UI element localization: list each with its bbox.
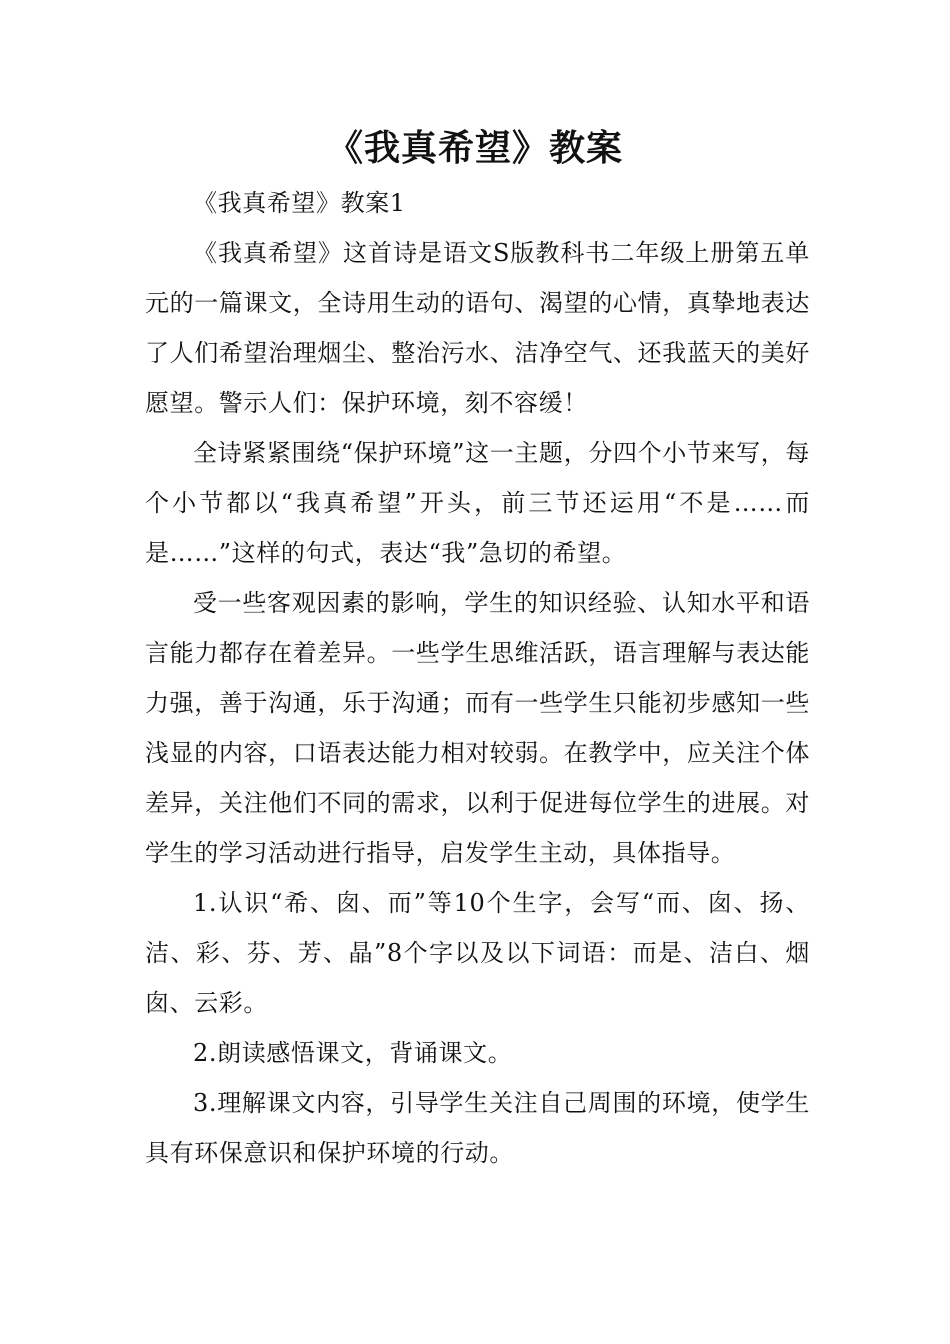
- objective-item-3: 3.理解课文内容，引导学生关注自己周围的环境，使学生具有环保意识和保护环境的行动。: [145, 1089, 810, 1167]
- objective-item-1: 1.认识“希、囱、而”等10个生字，会写“而、囱、扬、洁、彩、芬、芳、晶”8个字以及以下词语：而是、洁白、烟囱、云彩。: [145, 889, 810, 1017]
- paragraph-intro: 《我真希望》这首诗是语文S版教科书二年级上册第五单元的一篇课文，全诗用生动的语句、渴望的心情，真挚地表达了人们希望治理烟尘、整治污水、洁净空气、还我蓝天的美好愿望。警示人们：保护环境，刻不容缓！: [145, 239, 810, 417]
- objective-item-2: 2.朗读感悟课文，背诵课文。: [193, 1039, 513, 1067]
- section-heading: 《我真希望》教案1: [193, 189, 406, 217]
- document-title: 《我真希望》教案: [326, 127, 623, 169]
- paragraph-theme: 全诗紧紧围绕“保护环境”这一主题，分四个小节来写，每个小节都以“我真希望”开头，前三节还运用“不是……而是……”这样的句式，表达“我”急切的希望。: [145, 439, 810, 567]
- paragraph-students: 受一些客观因素的影响，学生的知识经验、认知水平和语言能力都存在着差异。一些学生思维活跃，语言理解与表达能力强，善于沟通，乐于沟通；而有一些学生只能初步感知一些浅显的内容，口语表达能力相对较弱。在教学中，应关注个体差异，关注他们不同的需求，以利于促进每位学生的进展。对学生的学习活动进行指导，启发学生主动，具体指导。: [145, 589, 810, 867]
- document-body: [145, 178, 810, 1178]
